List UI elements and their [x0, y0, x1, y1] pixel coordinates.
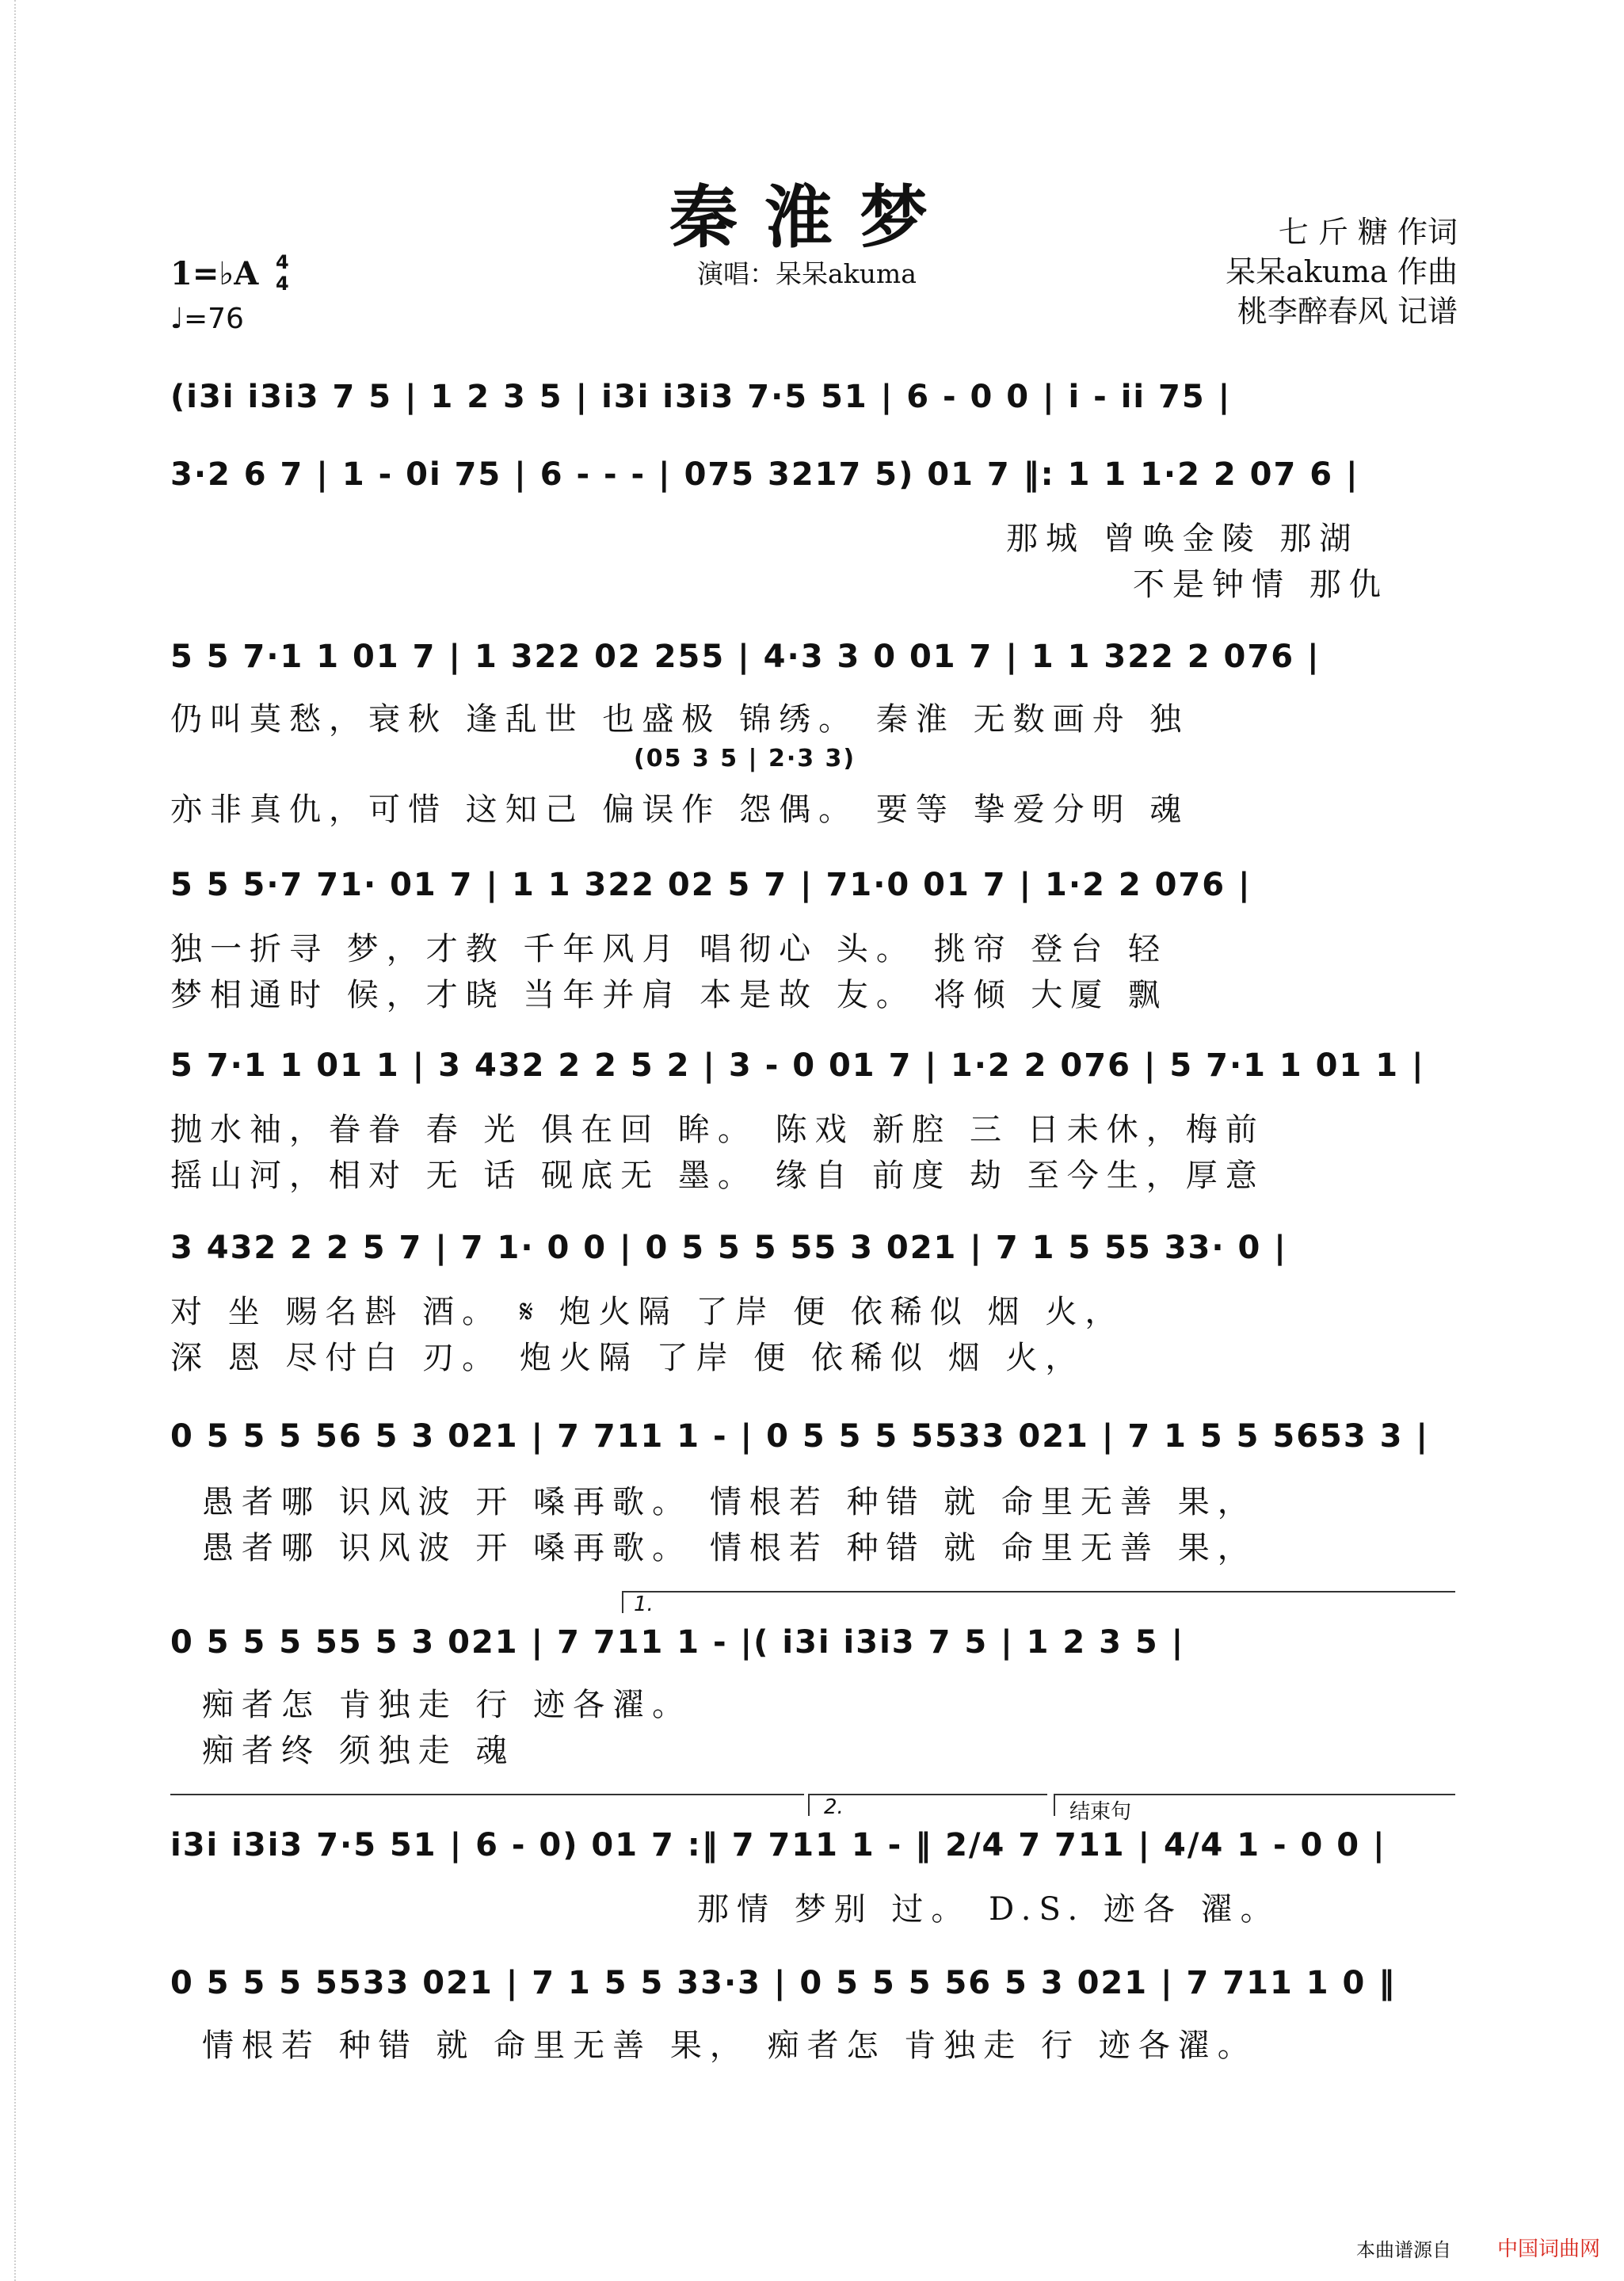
singer-credit: 演唱：呆呆akuma: [697, 258, 917, 289]
lyric-line-8: 摇山河，相对 无 话 砚底无 墨。 缘自 前度 劫 至今生，厚意: [170, 1158, 1265, 1194]
lyric-line-7: 抛水袖，眷眷 春 光 俱在回 眸。 陈戏 新腔 三 日未休，梅前: [170, 1112, 1265, 1148]
lyric-line-3: 仍叫莫愁，衰秋 逢乱世 也盛极 锦绣。 秦淮 无数画舟 独: [170, 701, 1190, 738]
notation-line-5: 5 7·1 1 01 1 | 3 432 2 2 5 2 | 3 - 0 01 7 | 1·2 2 076 | 5 7·1 1 01 1 |: [170, 1047, 1425, 1084]
lyric-line-5: 独一折寻 梦，才教 千年风月 唱彻心 头。 挑帘 登台 轻: [170, 931, 1168, 967]
lyric-line-15: 那情 梦别 过。 D.S. 迹各 濯。: [697, 1891, 1280, 1928]
repeat-extension-rule: [170, 1794, 804, 1795]
notation-line-4: 5 5 5·7 71· 01 7 | 1 1 322 02 5 7 | 71·0 01 7 | 1·2 2 076 |: [170, 867, 1252, 903]
lyric-line-11: 愚者哪 识风波 开 嗓再歌。 情根若 种错 就 命里无善 果，: [202, 1484, 1257, 1520]
lyric-line-4: 亦非真仇，可惜 这知己 偏误作 怨偶。 要等 挚爱分明 魂: [170, 791, 1190, 828]
footer-source-label: 本曲谱源自: [1356, 2239, 1451, 2261]
time-signature: [276, 252, 289, 295]
key-signature: 1=♭A: [170, 255, 259, 292]
volta-1-label: 1.: [634, 1593, 654, 1616]
notation-line-3: 5 5 7·1 1 01 7 | 1 322 02 255 | 4·3 3 0 01 7 | 1 1 322 2 076 |: [170, 639, 1321, 675]
lyric-line-16: 情根若 种错 就 命里无善 果， 痴者怎 肯独走 行 迹各濯。: [202, 2027, 1257, 2064]
lyric-line-12: 愚者哪 识风波 开 嗓再歌。 情根若 种错 就 命里无善 果，: [202, 1530, 1257, 1566]
volta-1-bracket: [622, 1591, 1455, 1613]
notation-line-2: 3·2 6 7 | 1 - 0i 75 | 6 - - - | 075 3217 5) 01 7 ‖: 1 1 1·2 2 07 6 |: [170, 456, 1359, 493]
lyric-line-6: 梦相通时 候，才晓 当年并肩 本是故 友。 将倾 大厦 飘: [170, 977, 1168, 1013]
lyric-line-2: 不是钟情 那仇: [1133, 566, 1389, 603]
notation-line-10: 0 5 5 5 5533 021 | 7 1 5 5 33·3 | 0 5 5 5 56 5 3 021 | 7 711 1 0 ‖: [170, 1965, 1397, 2001]
notation-line-alt: (05 3 5 | 2·3 3): [634, 745, 856, 772]
tempo-marking: ♩=76: [170, 303, 244, 335]
notation-line-6: 3 432 2 2 5 7 | 7 1· 0 0 | 0 5 5 5 55 3 021 | 7 1 5 55 33· 0 |: [170, 1230, 1287, 1266]
transcriber-credit: 桃李醉春风 记谱: [1237, 294, 1458, 329]
lyric-line-10: 深 恩 尽付白 刃。 炮火隔 了岸 便 依稀似 烟 火，: [170, 1340, 1085, 1376]
lyric-line-14: 痴者终 须独走 魂: [202, 1733, 516, 1769]
footer-site-link[interactable]: 中国词曲网: [1497, 2237, 1601, 2261]
notation-line-9: i3i i3i3 7·5 51 | 6 - 0) 01 7 :‖ 7 711 1 - ‖ 2/4 7 711 | 4/4 1 - 0 0 |: [170, 1827, 1386, 1863]
notation-line-7: 0 5 5 5 56 5 3 021 | 7 711 1 - | 0 5 5 5 5533 021 | 7 1 5 5 5653 3 |: [170, 1418, 1429, 1455]
notation-line-8: 0 5 5 5 55 5 3 021 | 7 711 1 - |( i3i i3i3 7 5 | 1 2 3 5 |: [170, 1624, 1185, 1661]
song-title: 秦淮梦: [669, 177, 955, 257]
lyric-line-1: 那城 曾唤金陵 那湖: [1006, 521, 1359, 557]
credits-block: [1226, 212, 1458, 331]
volta-2-bracket: [808, 1794, 1047, 1816]
meter-top: 4: [276, 251, 289, 273]
meter-bottom: 4: [276, 273, 289, 295]
lyricist-credit: 七 斤 糖 作词: [1278, 215, 1458, 250]
page-edge-strip: [0, 0, 16, 2281]
lyric-line-9: 对 坐 赐名斟 酒。 𝄋 炮火隔 了岸 便 依稀似 烟 火，: [170, 1294, 1125, 1330]
volta-2-label: 2.: [824, 1795, 844, 1819]
lyric-line-13: 痴者怎 肯独走 行 迹各濯。: [202, 1687, 692, 1723]
coda-label: 结束句: [1069, 1800, 1132, 1824]
notation-line-1: (i3i i3i3 7 5 | 1 2 3 5 | i3i i3i3 7·5 51 | 6 - 0 0 | i - ii 75 |: [170, 379, 1232, 415]
composer-credit: 呆呆akuma 作曲: [1226, 254, 1458, 289]
